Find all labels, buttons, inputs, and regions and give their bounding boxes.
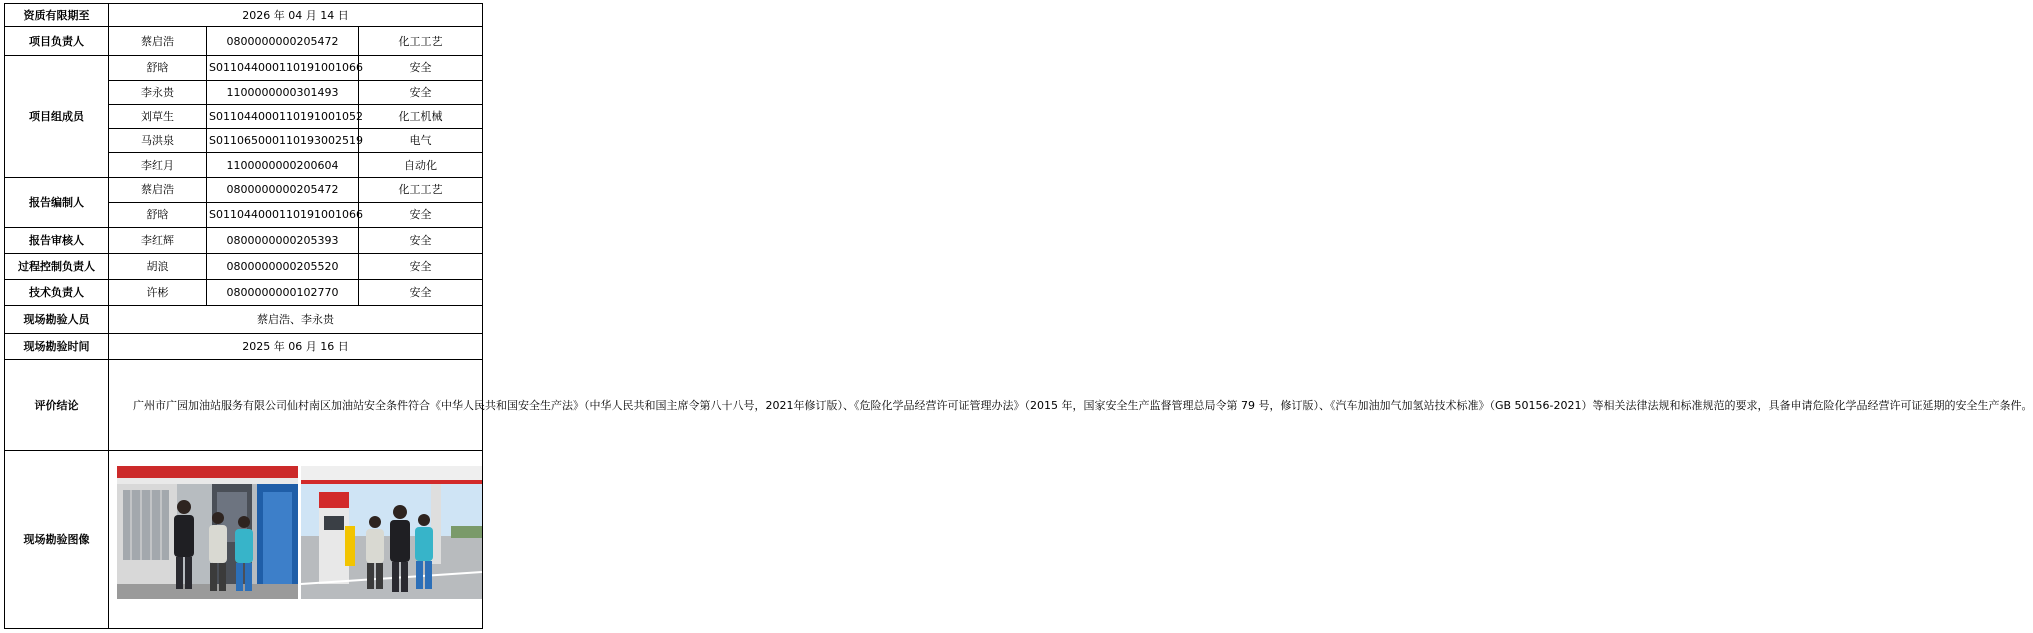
process-control-label: 过程控制负责人 bbox=[5, 253, 109, 279]
site-photo-2 bbox=[301, 466, 482, 599]
report-writer-field: 化工工艺 bbox=[359, 178, 483, 202]
member-field: 安全 bbox=[359, 56, 483, 80]
project-lead-name: 蔡启浩 bbox=[109, 27, 207, 56]
report-reviewer-field: 安全 bbox=[359, 227, 483, 253]
project-lead-field: 化工工艺 bbox=[359, 27, 483, 56]
row-report-reviewer bbox=[5, 227, 483, 253]
process-control-field: 安全 bbox=[359, 253, 483, 279]
members-label: 项目组成员 bbox=[5, 56, 109, 178]
survey-time-label: 现场勘验时间 bbox=[5, 333, 109, 359]
member-cert: S011044000110191001052 bbox=[207, 104, 359, 128]
row-validity bbox=[5, 4, 483, 27]
survey-time-value: 2025 年 06 月 16 日 bbox=[109, 333, 483, 359]
member-cert: 1100000000200604 bbox=[207, 153, 359, 178]
row-conclusion bbox=[5, 359, 483, 451]
member-cert: 1100000000301493 bbox=[207, 80, 359, 104]
conclusion-text: 广州市广园加油站服务有限公司仙村南区加油站安全条件符合《中华人民共和国安全生产法》（中华人民共和国主席令第八十八号，2021年修订版）、《危险化学品经营许可证管理办法》（2015 年，国家安全生产监督管理总局令第 79 号，修订版）、《汽车加油加气加氢站技术标准》（GB 50156-2021）等相关法律法规和标准规范的要求，具备申请危险化学品经营许可证延期的安全生产条件。 bbox=[109, 359, 483, 451]
project-lead-label: 项目负责人 bbox=[5, 27, 109, 56]
photos-cell bbox=[109, 451, 483, 629]
member-field: 自动化 bbox=[359, 153, 483, 178]
process-control-name: 胡浪 bbox=[109, 253, 207, 279]
member-name: 舒晗 bbox=[109, 56, 207, 80]
project-lead-cert: 0800000000205472 bbox=[207, 27, 359, 56]
member-name: 马洪泉 bbox=[109, 128, 207, 152]
report-writer-field: 安全 bbox=[359, 202, 483, 227]
conclusion-label: 评价结论 bbox=[5, 359, 109, 451]
member-name: 李红月 bbox=[109, 153, 207, 178]
report-writer-cert: 0800000000205472 bbox=[207, 178, 359, 202]
row-survey-staff bbox=[5, 306, 483, 333]
member-field: 电气 bbox=[359, 128, 483, 152]
survey-staff-label: 现场勘验人员 bbox=[5, 306, 109, 333]
tech-lead-field: 安全 bbox=[359, 280, 483, 306]
row-tech-lead bbox=[5, 280, 483, 306]
row-photos bbox=[5, 451, 483, 629]
member-cert: S011065000110193002519 bbox=[207, 128, 359, 152]
member-name: 李永贵 bbox=[109, 80, 207, 104]
validity-value: 2026 年 04 月 14 日 bbox=[109, 4, 483, 27]
member-name: 刘草生 bbox=[109, 104, 207, 128]
site-photo-1 bbox=[117, 466, 298, 599]
tech-lead-name: 许彬 bbox=[109, 280, 207, 306]
row-process-control bbox=[5, 253, 483, 279]
report-reviewer-cert: 0800000000205393 bbox=[207, 227, 359, 253]
member-cert: S011044000110191001066 bbox=[207, 56, 359, 80]
row-survey-time bbox=[5, 333, 483, 359]
row-member bbox=[5, 56, 483, 80]
info-table bbox=[4, 3, 2033, 629]
validity-label: 资质有限期至 bbox=[5, 4, 109, 27]
report-reviewer-name: 李红辉 bbox=[109, 227, 207, 253]
process-control-cert: 0800000000205520 bbox=[207, 253, 359, 279]
survey-staff-value: 蔡启浩、李永贵 bbox=[109, 306, 483, 333]
report-writer-name: 舒晗 bbox=[109, 202, 207, 227]
report-writer-cert: S011044000110191001066 bbox=[207, 202, 359, 227]
row-project-lead bbox=[5, 27, 483, 56]
tech-lead-cert: 0800000000102770 bbox=[207, 280, 359, 306]
report-writer-name: 蔡启浩 bbox=[109, 178, 207, 202]
member-field: 化工机械 bbox=[359, 104, 483, 128]
member-field: 安全 bbox=[359, 80, 483, 104]
tech-lead-label: 技术负责人 bbox=[5, 280, 109, 306]
photos-label: 现场勘验图像 bbox=[5, 451, 109, 629]
row-report-writer bbox=[5, 178, 483, 202]
report-writer-label: 报告编制人 bbox=[5, 178, 109, 227]
report-reviewer-label: 报告审核人 bbox=[5, 227, 109, 253]
